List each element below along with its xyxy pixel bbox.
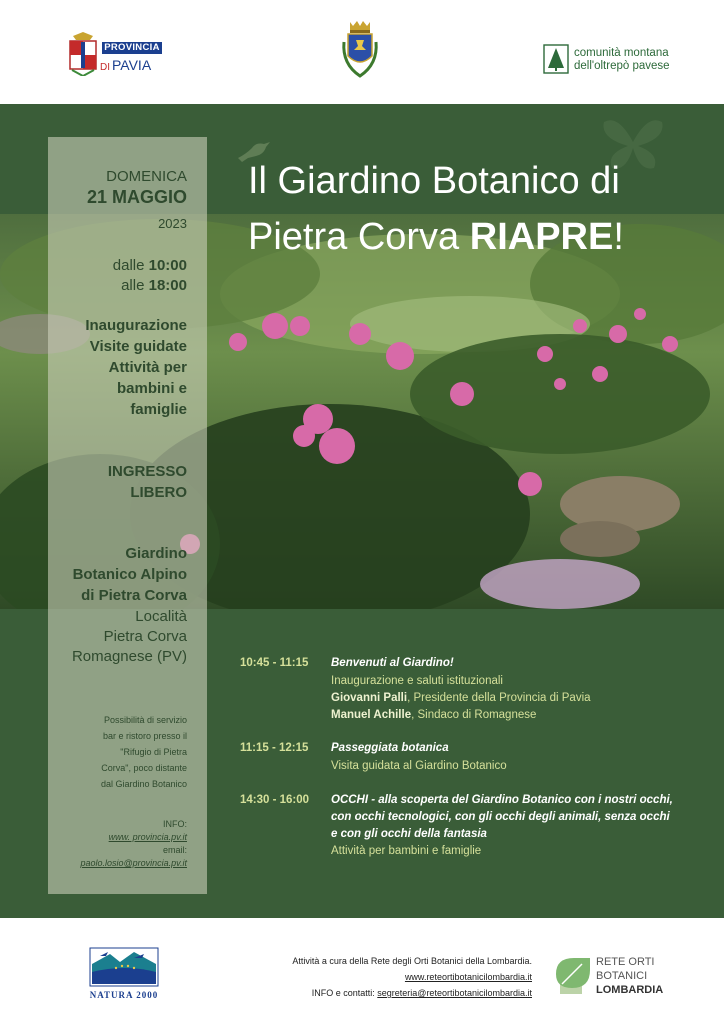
rete-line3: LOMBARDIA bbox=[596, 984, 664, 996]
title-line1: Il Giardino Botanico di bbox=[248, 160, 620, 202]
cm-line2: dell'oltrepò pavese bbox=[574, 60, 670, 72]
panel-service-3: "Rifugio di Pietra bbox=[120, 747, 187, 757]
program-1-person2: Manuel Achille, Sindaco di Romagnese bbox=[331, 709, 537, 721]
cm-line1: comunità montana bbox=[574, 47, 669, 59]
panel-year: 2023 bbox=[158, 216, 187, 231]
program-1-title: Benvenuti al Giardino! bbox=[331, 657, 454, 669]
panel-info-site-link[interactable]: www. provincia.pv.it bbox=[108, 832, 187, 842]
panel-email-label: email: bbox=[162, 845, 187, 855]
panel-email-link[interactable]: paolo.losio@provincia.pv.it bbox=[80, 858, 187, 868]
panel-to: alle 18:00 bbox=[121, 277, 187, 294]
panel-service-5: dal Giardino Botanico bbox=[100, 779, 187, 789]
panel-service-1: Possibilità di servizio bbox=[103, 715, 187, 725]
panel-date: 21 MAGGIO bbox=[86, 187, 187, 207]
panel-venue-4: Località bbox=[135, 608, 187, 625]
program-1-line1: Inaugurazione e saluti istituzionali bbox=[331, 675, 503, 687]
panel-activity-5: famiglie bbox=[130, 401, 187, 418]
tree-icon bbox=[543, 44, 569, 74]
program-1-person1: Giovanni Palli, Presidente della Provincia di Pavia bbox=[331, 692, 591, 704]
provincia-top-label: PROVINCIA bbox=[102, 42, 162, 54]
panel-activity-1: Inaugurazione bbox=[85, 317, 187, 334]
panel-venue-2: Botanico Alpino bbox=[72, 566, 187, 583]
footer-contact: INFO e contatti: segreteria@reteortibotanicilombardia.it bbox=[311, 988, 532, 998]
panel-activity-3: Attività per bbox=[108, 359, 187, 376]
natura-2000-label: NATURA 2000 bbox=[89, 990, 159, 1000]
program-2-time: 11:15 - 12:15 bbox=[240, 742, 309, 754]
panel-entry-1: INGRESSO bbox=[107, 463, 187, 480]
program-3-line1: Attività per bambini e famiglie bbox=[331, 845, 482, 857]
natura-2000-emblem-icon bbox=[86, 946, 162, 988]
rete-line2: BOTANICI bbox=[596, 970, 648, 982]
panel-entry-2: LIBERO bbox=[130, 484, 187, 501]
panel-info-label: INFO: bbox=[163, 819, 187, 829]
panel-activity-2: Visite guidate bbox=[89, 338, 187, 355]
program-3-title-3: e con gli occhi della fantasia bbox=[331, 828, 487, 840]
leaf-icon bbox=[552, 956, 592, 996]
program-2-line1: Visita guidata al Giardino Botanico bbox=[331, 760, 507, 772]
provincia-crest-icon bbox=[68, 32, 98, 76]
panel-venue-3: di Pietra Corva bbox=[81, 587, 187, 604]
rete-orti-botanici-logo bbox=[552, 956, 682, 1000]
title-line2: Pietra Corva RIAPRE! bbox=[248, 216, 624, 258]
natura-2000-logo bbox=[86, 946, 162, 1002]
program-3-title-2: con occhi tecnologici, con gli occhi degli animali, senza occhi bbox=[331, 811, 670, 823]
program-1-time: 10:45 - 11:15 bbox=[240, 657, 309, 669]
program-3-title-1: OCCHI - alla scoperta del Giardino Botanico con i nostri occhi, bbox=[331, 794, 673, 806]
panel-venue-1: Giardino bbox=[125, 545, 187, 562]
rete-line1: RETE ORTI bbox=[596, 956, 655, 968]
provincia-bottom-label: DI PAVIA bbox=[100, 57, 152, 73]
comune-crest-icon bbox=[338, 20, 382, 80]
program-3-time: 14:30 - 16:00 bbox=[240, 794, 310, 806]
panel-service-2: bar e ristoro presso il bbox=[102, 731, 187, 741]
event-info-panel bbox=[48, 137, 207, 894]
provincia-pavia-logo bbox=[68, 32, 163, 80]
title-riapre: RIAPRE bbox=[469, 216, 614, 258]
footer-contact-email-link[interactable]: segreteria@reteortibotanicilombardia.it bbox=[377, 988, 532, 998]
footer-line1: Attività a cura della Rete degli Orti Botanici della Lombardia. bbox=[292, 956, 532, 966]
comunita-montana-logo bbox=[543, 44, 693, 76]
panel-from: dalle 10:00 bbox=[112, 257, 187, 274]
panel-service-4: Corva", poco distante bbox=[101, 763, 187, 773]
program-2-title: Passeggiata botanica bbox=[331, 742, 449, 754]
panel-day: DOMENICA bbox=[106, 168, 187, 185]
panel-activity-4: bambini e bbox=[116, 380, 187, 397]
footer-site-link[interactable]: www.reteortibotanicilombardia.it bbox=[404, 972, 532, 982]
panel-venue-5: Pietra Corva bbox=[103, 628, 187, 645]
panel-venue-6: Romagnese (PV) bbox=[71, 648, 187, 665]
